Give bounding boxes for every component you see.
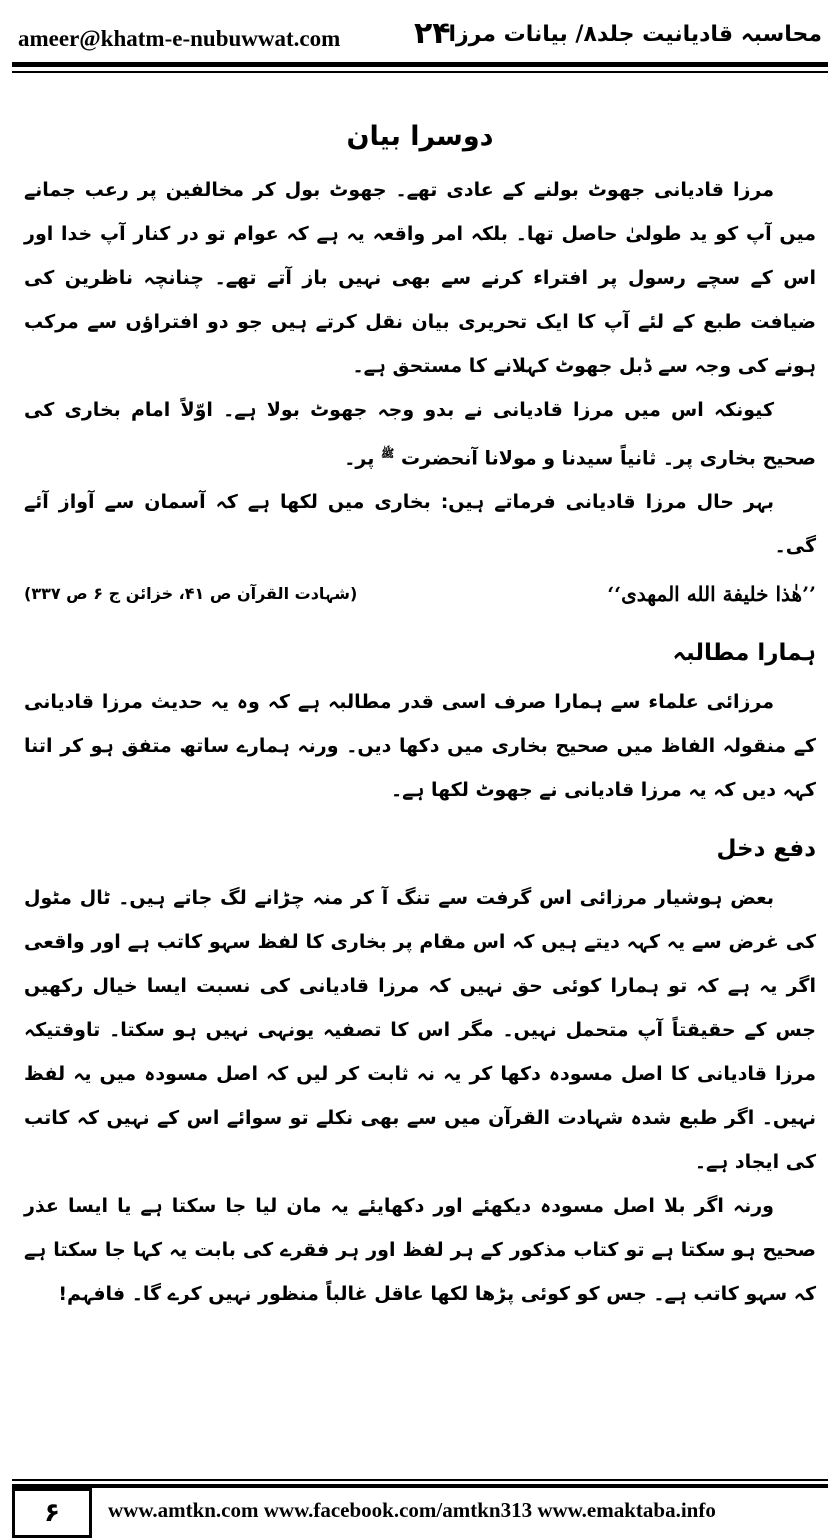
quote-line: [24, 572, 816, 616]
page-header: [14, 14, 826, 62]
honorific-mark: ﷺ: [381, 447, 395, 460]
paragraph-2-end: پر۔: [344, 447, 375, 470]
rebuttal-paragraph-1: بعض ہوشیار مرزائی اس گرفت سے تنگ آ کر منہ چڑانے لگ جاتے ہیں۔ ٹال مٹول کی غرض سے یہ کہہ دیتے ہیں کہ اس مقام پر بخاری کا لفظ سہو کاتب ہے اور واقعی اگر یہ ہے کہ تو ہمارا کوئی حق نہیں کہ مرزا قادیانی کی نسبت ایسا خیال رکھیں جس کے حقیقتاً آپ متحمل نہیں۔ مگر اس کا تصفیہ یونہی نہیں ہو سکتا۔ تاوقتیکہ مرزا قادیانی کا اصل مسودہ دکھا کر یہ نہ ثابت کر لیں کہ اصل مسودہ میں یہ لفظ نہیں۔ اگر طبع شدہ شہادت القرآن میں سے بھی نکلے تو سوائے اس کے نہیں کہ کاتب کی ایجاد ہے۔: [24, 887, 816, 1174]
header-rule-thin: [12, 71, 828, 73]
paragraph-2: [24, 388, 816, 480]
quote-reference: (شہادت القرآن ص ۴۱، خزائن ج ۶ ص ۳۳۷): [24, 584, 358, 604]
page-number: ۲۴: [414, 16, 451, 51]
subheading-rebuttal: دفع دخل: [716, 836, 816, 863]
paragraph-1: مرزا قادیانی جھوٹ بولنے کے عادی تھے۔ جھوٹ بول کر مخالفین پر رعب جمانے میں آپ کو ید طولیٰ حاصل تھا۔ بلکہ امر واقعہ یہ ہے کہ عوام تو در کنار آپ خدا اور اس کے سچے رسول پر افتراء کرنے سے بھی نہیں باز آتے تھے۔ چنانچہ ناظرین کی ضیافت طبع کے لئے آپ کا ایک تحریری بیان نقل کرتے ہیں جو دو افتراؤں سے مرکب ہونے کی وجہ سے ڈبل جھوٹ کہلانے کا مستحق ہے۔: [24, 179, 816, 377]
arabic-quote: ’’هٰذا خلیفة الله المهدی‘‘: [607, 582, 816, 607]
page-content: [24, 110, 816, 1316]
subheading-demand: ہمارا مطالبہ: [672, 640, 816, 667]
footer-box-number: ۶: [44, 1498, 60, 1528]
header-rule-thick: [12, 62, 828, 67]
section-title: دوسرا بیان: [346, 121, 494, 152]
paragraph-2-text: کیونکہ اس میں مرزا قادیانی نے بدو وجہ جھوٹ بولا ہے۔ اوّلاً امام بخاری کی صحیح بخاری پر۔ ثانیاً سیدنا و مولانا آنحضرت: [24, 399, 816, 470]
paragraph-3: بہر حال مرزا قادیانی فرماتے ہیں: بخاری میں لکھا ہے کہ آسمان سے آواز آئے گی۔: [24, 491, 816, 558]
rebuttal-paragraph-2: ورنہ اگر بلا اصل مسودہ دیکھئے اور دکھایئے یہ مان لیا جا سکتا ہے یا ایسا عذر صحیح ہو سکتا ہے تو کتاب مذکور کے ہر لفظ اور ہر فقرے کی بابت یہ کہا جا سکتا ہے کہ سہو کاتب ہے۔ جس کو کوئی پڑھا لکھا عاقل غالباً منظور نہیں کرے گا۔ فافہم!: [24, 1195, 816, 1306]
demand-paragraph: مرزائی علماء سے ہمارا صرف اسی قدر مطالبہ ہے کہ وہ یہ حدیث مرزا قادیانی کے منقولہ الفاظ میں صحیح بخاری میں دکھا دیں۔ ورنہ ہمارے ساتھ متفق ہو کر اتنا کہہ دیں کہ یہ مرزا قادیانی نے جھوٹ لکھا ہے۔: [24, 691, 816, 802]
header-email: ameer@khatm-e-nubuwwat.com: [18, 26, 341, 51]
page-footer: [12, 1488, 828, 1538]
footer-links: www.amtkn.com www.facebook.com/amtkn313 www.emaktaba.info: [108, 1498, 716, 1522]
book-title: محاسبہ قادیانیت جلد۸/ بیانات مرزا: [448, 22, 822, 47]
footer-page-box: [12, 1488, 92, 1538]
footer-rule-thin: [12, 1479, 828, 1481]
